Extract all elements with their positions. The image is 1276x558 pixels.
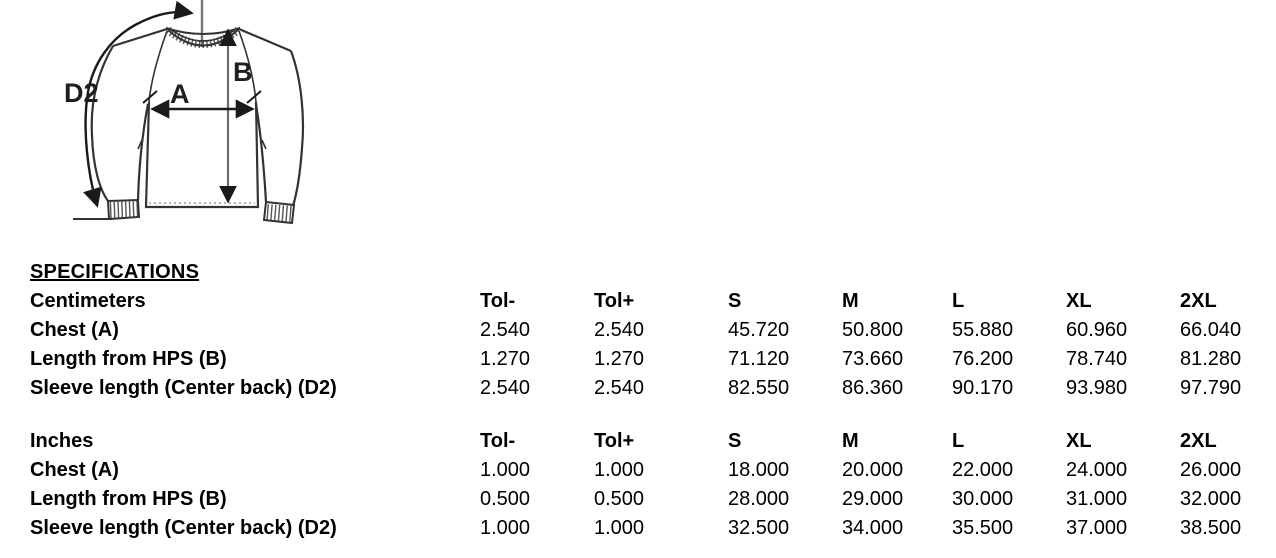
table-row-length-in (30, 485, 1256, 514)
value-cell: 82.550 (728, 377, 790, 399)
value-cell: 1.000 (480, 459, 531, 481)
row-label: Sleeve length (Center back) (D2) (30, 377, 337, 399)
value-cell: 1.000 (480, 517, 531, 539)
table-row-sleeve-in (30, 514, 1256, 543)
column-header-xl: XL (1066, 430, 1092, 452)
value-cell: 2.540 (480, 319, 531, 341)
value-cell: 26.000 (1180, 459, 1242, 481)
value-cell: 1.000 (594, 459, 645, 481)
unit-label: Inches (30, 430, 94, 452)
right-cuff-ribbing (267, 212, 293, 214)
row-label: Length from HPS (B) (30, 488, 227, 510)
column-header-m: M (842, 430, 859, 452)
value-cell: 76.200 (952, 348, 1014, 370)
value-cell: 45.720 (728, 319, 790, 341)
value-cell: 78.740 (1066, 348, 1128, 370)
left-shoulder-seam (113, 29, 167, 46)
column-header-l: L (952, 290, 965, 312)
value-cell: 37.000 (1066, 517, 1128, 539)
value-cell: 2.540 (594, 377, 645, 399)
measure-a-right-tick (247, 91, 261, 103)
right-shoulder-seam (239, 29, 291, 51)
value-cell: 2.540 (480, 377, 531, 399)
value-cell: 29.000 (842, 488, 904, 510)
table-row-sleeve-cm (30, 374, 1256, 403)
left-armhole-seam (149, 31, 167, 102)
unit-label: Centimeters (30, 290, 146, 312)
value-cell: 0.500 (594, 488, 645, 510)
value-cell: 38.500 (1180, 517, 1242, 539)
body-outline (146, 102, 258, 207)
row-label: Chest (A) (30, 319, 119, 341)
column-header-xl: XL (1066, 290, 1092, 312)
table-row-chest-in (30, 456, 1256, 485)
value-cell: 0.500 (480, 488, 531, 510)
value-cell: 35.500 (952, 517, 1014, 539)
value-cell: 73.660 (842, 348, 904, 370)
value-cell: 20.000 (842, 459, 904, 481)
table-row-length-cm (30, 345, 1256, 374)
row-label: Sleeve length (Center back) (D2) (30, 517, 337, 539)
specifications-section (30, 258, 1256, 543)
value-cell: 71.120 (728, 348, 790, 370)
value-cell: 50.800 (842, 319, 904, 341)
column-header-m: M (842, 290, 859, 312)
column-header-s: S (728, 430, 742, 452)
column-header-tol-minus: Tol- (480, 290, 516, 312)
value-cell: 2.540 (594, 319, 645, 341)
table-header-row (30, 427, 1256, 456)
column-header-l: L (952, 430, 965, 452)
value-cell: 1.270 (594, 348, 645, 370)
diagram-label-a: A (170, 79, 190, 109)
column-header-tol-plus: Tol+ (594, 430, 635, 452)
table-row-chest-cm (30, 316, 1256, 345)
value-cell: 1.270 (480, 348, 531, 370)
row-label: Chest (A) (30, 459, 119, 481)
column-header-2xl: 2XL (1180, 290, 1217, 312)
value-cell: 32.500 (728, 517, 790, 539)
value-cell: 55.880 (952, 319, 1014, 341)
value-cell: 32.000 (1180, 488, 1242, 510)
value-cell: 66.040 (1180, 319, 1242, 341)
value-cell: 81.280 (1180, 348, 1242, 370)
value-cell: 18.000 (728, 459, 790, 481)
column-header-s: S (728, 290, 742, 312)
row-label: Length from HPS (B) (30, 348, 227, 370)
right-sleeve-outer-edge (291, 51, 303, 206)
column-header-tol-minus: Tol- (480, 430, 516, 452)
value-cell: 28.000 (728, 488, 790, 510)
value-cell: 34.000 (842, 517, 904, 539)
value-cell: 90.170 (952, 377, 1014, 399)
value-cell: 93.980 (1066, 377, 1128, 399)
diagram-label-d2: D2 (64, 78, 99, 108)
table-header-row (30, 287, 1256, 316)
specifications-heading: SPECIFICATIONS (30, 261, 200, 283)
value-cell: 30.000 (952, 488, 1014, 510)
column-header-tol-plus: Tol+ (594, 290, 635, 312)
value-cell: 60.960 (1066, 319, 1128, 341)
value-cell: 31.000 (1066, 488, 1128, 510)
value-cell: 22.000 (952, 459, 1014, 481)
column-header-2xl: 2XL (1180, 430, 1217, 452)
left-cuff-ribbing (110, 209, 138, 210)
garment-measurement-diagram (0, 0, 330, 240)
size-table-centimeters (30, 287, 1256, 403)
size-table-inches (30, 427, 1256, 543)
value-cell: 24.000 (1066, 459, 1128, 481)
value-cell: 86.360 (842, 377, 904, 399)
value-cell: 97.790 (1180, 377, 1242, 399)
diagram-label-b: B (233, 57, 253, 87)
value-cell: 1.000 (594, 517, 645, 539)
